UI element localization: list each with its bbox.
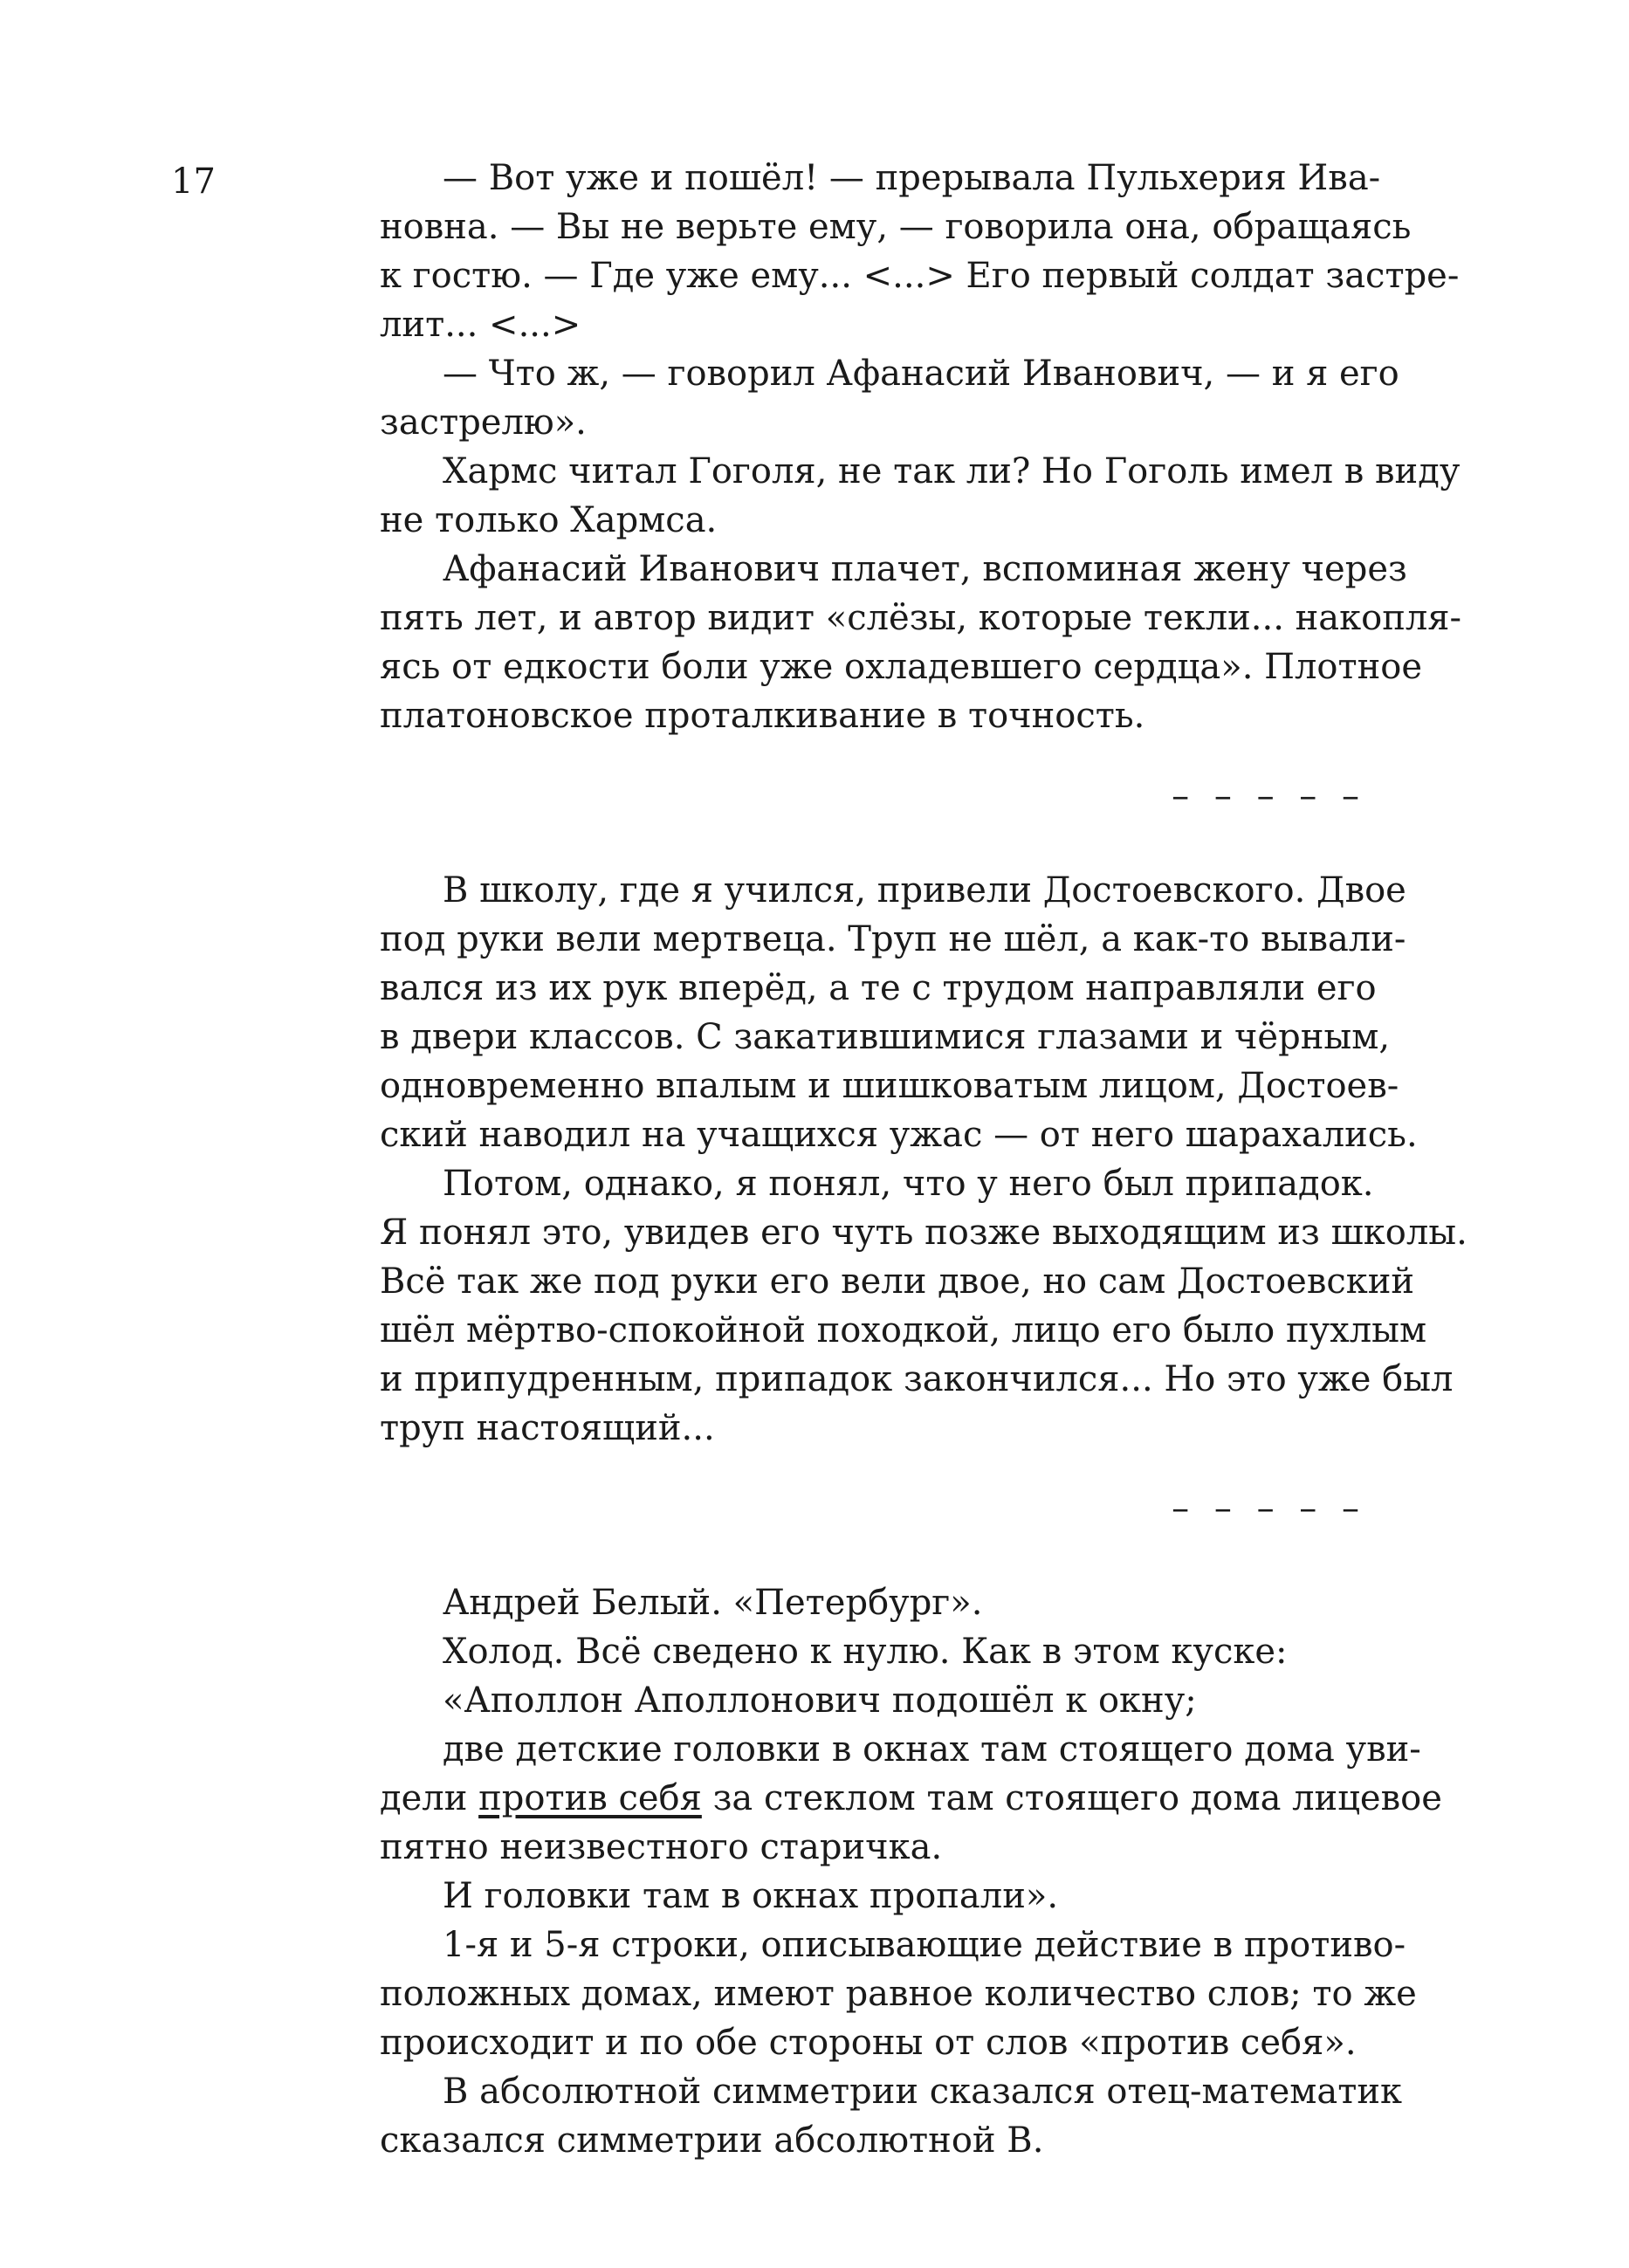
text-line: шёл мёртво-спокойной походкой, лицо его было пухлым xyxy=(380,1310,1427,1350)
section-separator: – – – – – xyxy=(1172,1488,1366,1529)
text-line: Потом, однако, я понял, что у него был припадок. xyxy=(443,1164,1374,1204)
text-line: происходит и по обе стороны от слов «против себя». xyxy=(380,2023,1357,2063)
text-line: ясь от едкости боли уже охладевшего сердца». Плотное xyxy=(380,647,1423,687)
text-line: к гостю. — Где уже ему... <...> Его первый солдат застре- xyxy=(380,256,1460,296)
underlined-phrase: против себя xyxy=(478,1778,702,1818)
text-line: Всё так же под руки его вели двое, но сам Достоевский xyxy=(380,1261,1415,1302)
section-separator: – – – – – xyxy=(1172,776,1366,816)
text-line xyxy=(380,1774,1445,1823)
text-line: одновременно впалым и шишковатым лицом, Достоев- xyxy=(380,1066,1399,1106)
text-line: 1-я и 5-я строки, описывающие действие в противо- xyxy=(443,1925,1406,1965)
text-line: Холод. Всё сведено к нулю. Как в этом куске: xyxy=(443,1632,1288,1672)
text-line: Афанасий Иванович плачет, вспоминая жену через xyxy=(443,549,1407,589)
text-line: В абсолютной симметрии сказался отец-математик xyxy=(443,2072,1403,2112)
text-line: Андрей Белый. «Петербург». xyxy=(443,1583,983,1623)
text-line: платоновское проталкивание в точность. xyxy=(380,696,1145,736)
text-line: пятно неизвестного старичка. xyxy=(380,1827,943,1867)
text-line: Хармс читал Гоголя, не так ли? Но Гоголь имел в виду xyxy=(443,451,1461,491)
text-line: вался из их рук вперёд, а те с трудом направляли его xyxy=(380,968,1377,1008)
text-line: Я понял это, увидев его чуть позже выходящим из школы. xyxy=(380,1213,1467,1253)
text-line: пять лет, и автор видит «слёзы, которые текли... накопля- xyxy=(380,598,1462,638)
text-line: лит... <...> xyxy=(380,305,581,345)
page-body xyxy=(380,154,1467,2165)
text-line: В школу, где я учился, привели Достоевского. Двое xyxy=(443,870,1406,911)
text-line: две детские головки в окнах там стоящего дома уви- xyxy=(443,1729,1421,1770)
section-dostoevsky xyxy=(380,866,1467,1453)
page-number: 17 xyxy=(171,162,216,202)
text-line: не только Хармса. xyxy=(380,500,718,540)
text-fragment: дели xyxy=(380,1778,468,1818)
text-line: И головки там в окнах пропали». xyxy=(443,1876,1059,1916)
text-line: ский наводил на учащихся ужас — от него шарахались. xyxy=(380,1115,1418,1155)
text-line: положных домах, имеют равное количество слов; то же xyxy=(380,1974,1417,2014)
section-bely xyxy=(380,1578,1445,2165)
text-line: и припудренным, припадок закончился... Но это уже был xyxy=(380,1359,1454,1399)
text-line: в двери классов. С закатившимися глазами и чёрным, xyxy=(380,1017,1391,1057)
text-line: застрелю». xyxy=(380,402,587,443)
text-line: под руки вели мертвеца. Труп не шёл, а как-то вывали- xyxy=(380,919,1406,959)
text-line: — Что ж, — говорил Афанасий Иванович, — и я его xyxy=(443,354,1399,394)
text-line: сказался симметрии абсолютной В. xyxy=(380,2120,1044,2161)
section-gogol xyxy=(380,154,1462,740)
text-fragment: за стеклом там стоящего дома лицевое xyxy=(712,1778,1442,1818)
text-line: труп настоящий... xyxy=(380,1408,715,1448)
text-line: «Аполлон Аполлонович подошёл к окну; xyxy=(443,1680,1197,1721)
text-line: новна. — Вы не верьте ему, — говорила она, обращаясь xyxy=(380,207,1412,247)
text-line: — Вот уже и пошёл! — прерывала Пульхерия Ива- xyxy=(443,158,1381,198)
